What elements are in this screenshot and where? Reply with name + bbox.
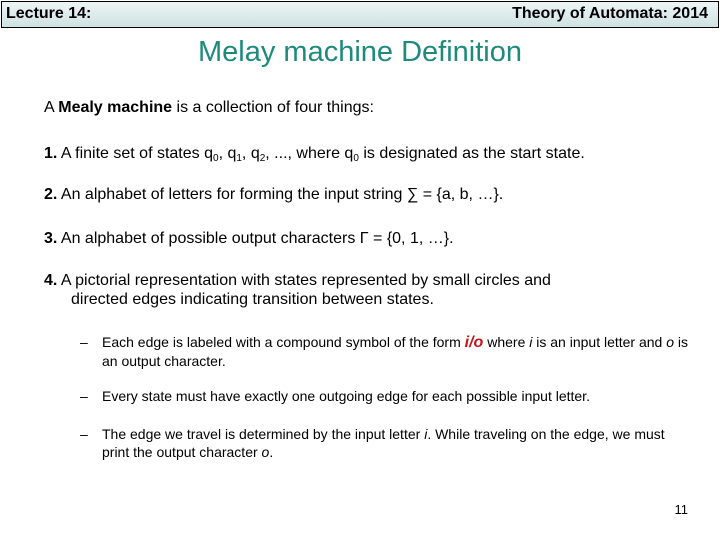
input-var: i: [424, 426, 428, 442]
sub-text: is an output character.: [102, 334, 689, 369]
course-label: Theory of Automata: 2014: [512, 5, 708, 22]
item-number: 2.: [44, 186, 58, 203]
intro-prefix: A: [44, 99, 59, 116]
output-var: o: [666, 334, 675, 350]
sub-text: .: [269, 444, 274, 460]
slide-title: Melay machine Definition: [198, 36, 522, 68]
item-text: A pictorial representation with states represented by small circles and: [57, 272, 551, 289]
intro-paragraph: [44, 98, 374, 117]
dash-bullet: –: [80, 334, 88, 350]
item-text: , ..., where q: [265, 145, 354, 162]
sub-text: Every state must have exactly one outgoing edge for each possible input letter.: [102, 388, 590, 404]
definition-item-1: [44, 144, 585, 163]
item-text: An alphabet of possible output characters Γ = {0, 1, …}.: [57, 230, 454, 247]
definition-item-4: [44, 271, 551, 309]
item-text: , q: [218, 145, 237, 162]
io-symbol: i/o: [464, 334, 484, 351]
item-text: An alphabet of letters for forming the input string ∑ = {a, b, …}.: [57, 186, 504, 203]
subscript: 1: [236, 153, 242, 164]
sub-item-1: [80, 333, 692, 370]
dash-bullet: –: [80, 426, 88, 442]
item-number: 4.: [44, 272, 58, 289]
sub-item-3: [80, 425, 692, 461]
subscript: 0: [353, 153, 359, 164]
definition-item-2: [44, 185, 503, 204]
item-text: , q: [241, 145, 260, 162]
sub-item-2: [80, 387, 692, 405]
sub-text: The edge we travel is determined by the input letter: [102, 426, 425, 442]
subscript: 0: [213, 153, 219, 164]
item-text: A finite set of states q: [57, 145, 213, 162]
sub-text: is an input letter and: [532, 334, 667, 350]
definition-item-3: [44, 229, 454, 248]
intro-suffix: is a collection of four things:: [172, 99, 374, 116]
lecture-label: Lecture 14:: [6, 5, 92, 22]
item-number: 3.: [44, 230, 58, 247]
subscript: 2: [259, 153, 266, 164]
slide-header: [1, 1, 719, 28]
page-number: 11: [674, 502, 688, 517]
dash-bullet: –: [80, 388, 88, 404]
sub-text: Each edge is labeled with a compound symbol of the form: [102, 334, 465, 350]
intro-term: Mealy machine: [58, 99, 173, 116]
item-text: is designated as the start state.: [358, 145, 585, 162]
sub-text: where: [483, 334, 530, 350]
item-number: 1.: [44, 145, 58, 162]
sub-text: . While traveling on the edge, we must print the output character: [102, 426, 665, 460]
item-text-continued: directed edges indicating transition between states.: [71, 291, 434, 308]
output-var: o: [261, 444, 270, 460]
input-var: i: [529, 334, 533, 350]
